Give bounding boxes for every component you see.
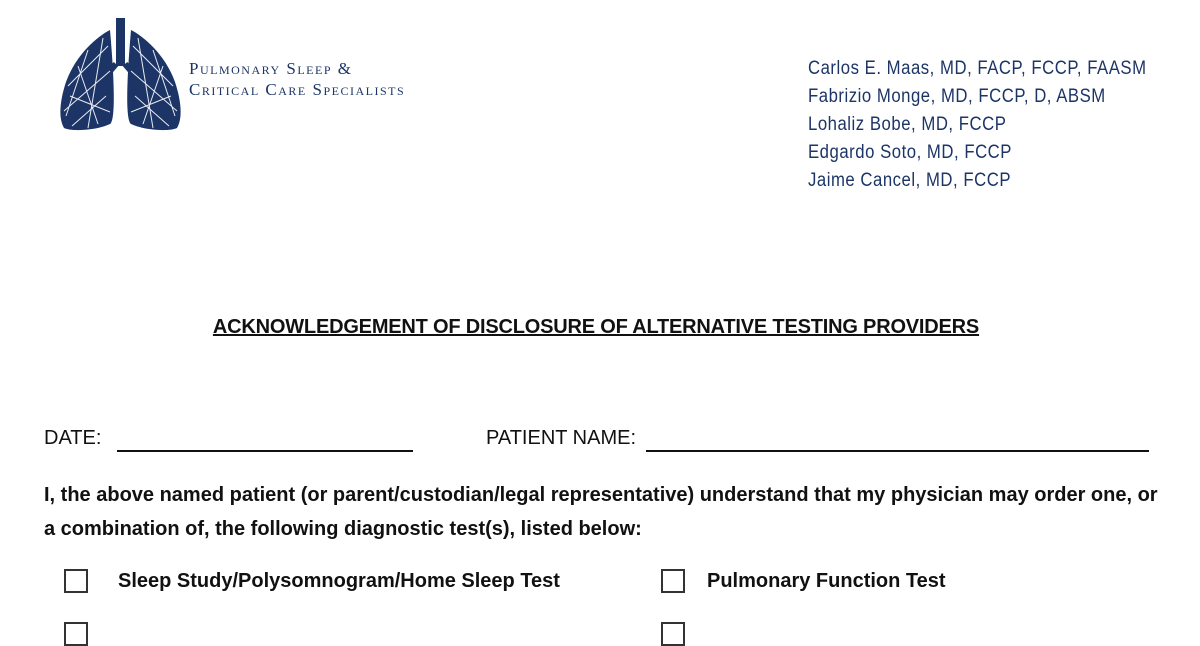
- next-test-checkbox[interactable]: [661, 622, 685, 646]
- organization-name: [189, 58, 405, 100]
- pulmonary-function-checkbox[interactable]: [661, 569, 685, 593]
- org-name-line2: Critical Care Specialists: [189, 80, 406, 99]
- lungs-logo-icon: [58, 16, 183, 132]
- form-title: ACKNOWLEDGEMENT OF DISCLOSURE OF ALTERNATIVE TESTING PROVIDERS: [212, 316, 980, 338]
- sleep-study-checkbox[interactable]: [64, 569, 88, 593]
- physician-name: Edgardo Soto, MD, FCCP: [808, 142, 1012, 163]
- patient-name-label: PATIENT NAME:: [486, 427, 637, 449]
- physician-name: Jaime Cancel, MD, FCCP: [808, 170, 1012, 191]
- physician-name: Lohaliz Bobe, MD, FCCP: [808, 114, 1007, 135]
- acknowledgement-statement: I, the above named patient (or parent/custodian/legal representative) understand that my physician may order one, or a combination of, the following diagnostic test(s), listed below:: [44, 484, 1158, 540]
- sleep-study-label: Sleep Study/Polysomnogram/Home Sleep Test: [118, 570, 560, 592]
- date-field[interactable]: [117, 450, 413, 452]
- date-label: DATE:: [44, 427, 102, 449]
- patient-name-field[interactable]: [646, 450, 1149, 452]
- physician-name: Fabrizio Monge, MD, FCCP, D, ABSM: [808, 86, 1106, 107]
- physician-name: Carlos E. Maas, MD, FACP, FCCP, FAASM: [808, 58, 1147, 79]
- next-test-checkbox[interactable]: [64, 622, 88, 646]
- org-name-line1: Pulmonary Sleep &: [189, 59, 353, 78]
- physician-list: [808, 55, 1193, 195]
- pulmonary-function-label: Pulmonary Function Test: [707, 570, 946, 592]
